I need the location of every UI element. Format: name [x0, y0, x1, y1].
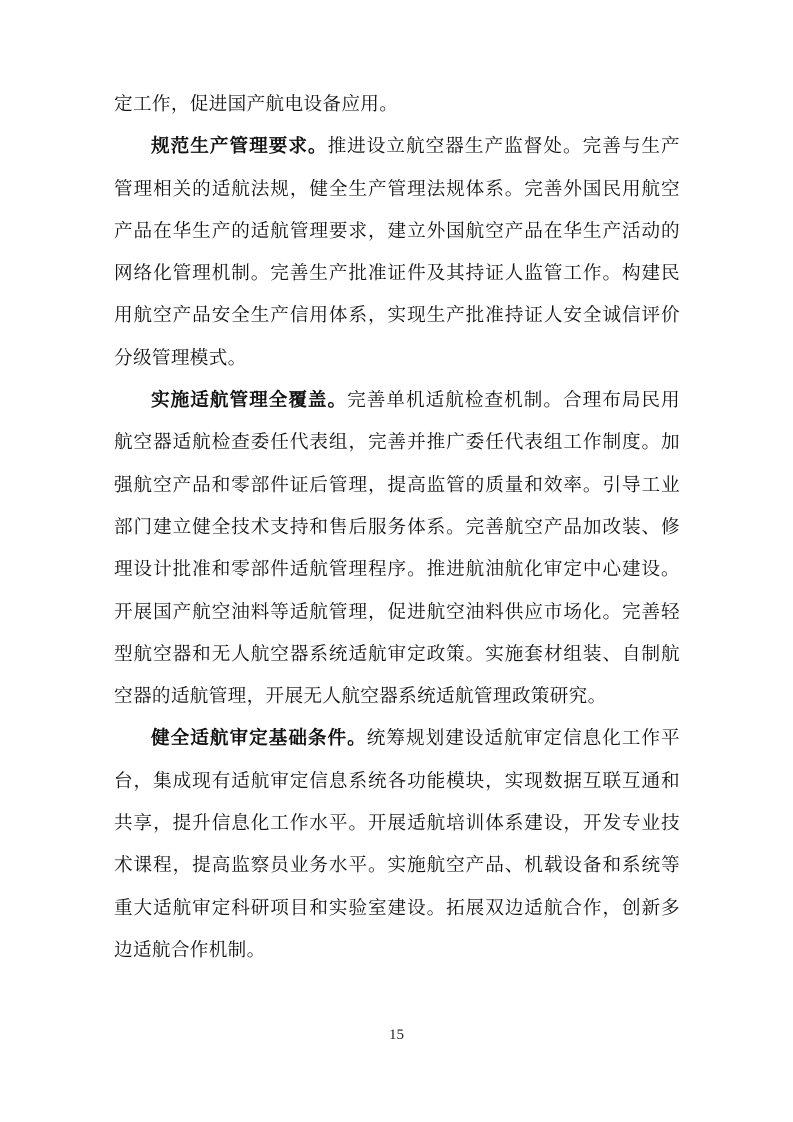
page-number: 15 — [389, 1027, 404, 1043]
paragraph-production-management — [114, 126, 680, 380]
paragraph-text: 推进设立航空器生产监督处。完善与生产管理相关的适航法规，健全生产管理法规体系。完善外国民用航空产品在华生产的适航管理要求，建立外国航空产品在华生产活动的网络化管理机制。完善生产批准证件及其持证人监管工作。构建民用航空产品安全生产信用体系，实现生产批准持证人安全诚信评价分级管理模式。 — [114, 136, 680, 369]
paragraph-text: 定工作，促进国产航电设备应用。 — [114, 94, 399, 115]
paragraph-heading: 健全适航审定基础条件。 — [151, 728, 367, 750]
paragraph-certification-foundation — [114, 718, 680, 972]
paragraph-text: 完善单机适航检查机制。合理布局民用航空器适航检查委任代表组，完善并推广委任代表组工作制度。加强航空产品和零部件证后管理，提高监管的质量和效率。引导工业部门建立健全技术支持和售后服务体系。完善航空产品加改装、修理设计批准和零部件适航管理程序。推进航油航化审定中心建设。开展国产航空油料等适航管理，促进航空油料供应市场化。完善轻型航空器和无人航空器系统适航审定政策。实施套材组装、自制航空器的适航管理，开展无人航空器系统适航管理政策研究。 — [114, 390, 680, 708]
paragraph-heading: 实施适航管理全覆盖。 — [151, 390, 348, 412]
paragraph-text: 统筹规划建设适航审定信息化工作平台，集成现有适航审定信息系统各功能模块，实现数据互联互通和共享，提升信息化工作水平。开展适航培训体系建设，开发专业技术课程，提高监察员业务水平。实施航空产品、机载设备和系统等重大适航审定科研项目和实验室建设。拓展双边适航合作，创新多边适航合作机制。 — [114, 728, 680, 961]
paragraph-airworthiness-coverage — [114, 380, 680, 718]
paragraph-heading: 规范生产管理要求。 — [151, 136, 328, 158]
document-body — [114, 84, 680, 972]
paragraph-continuation — [114, 84, 680, 126]
